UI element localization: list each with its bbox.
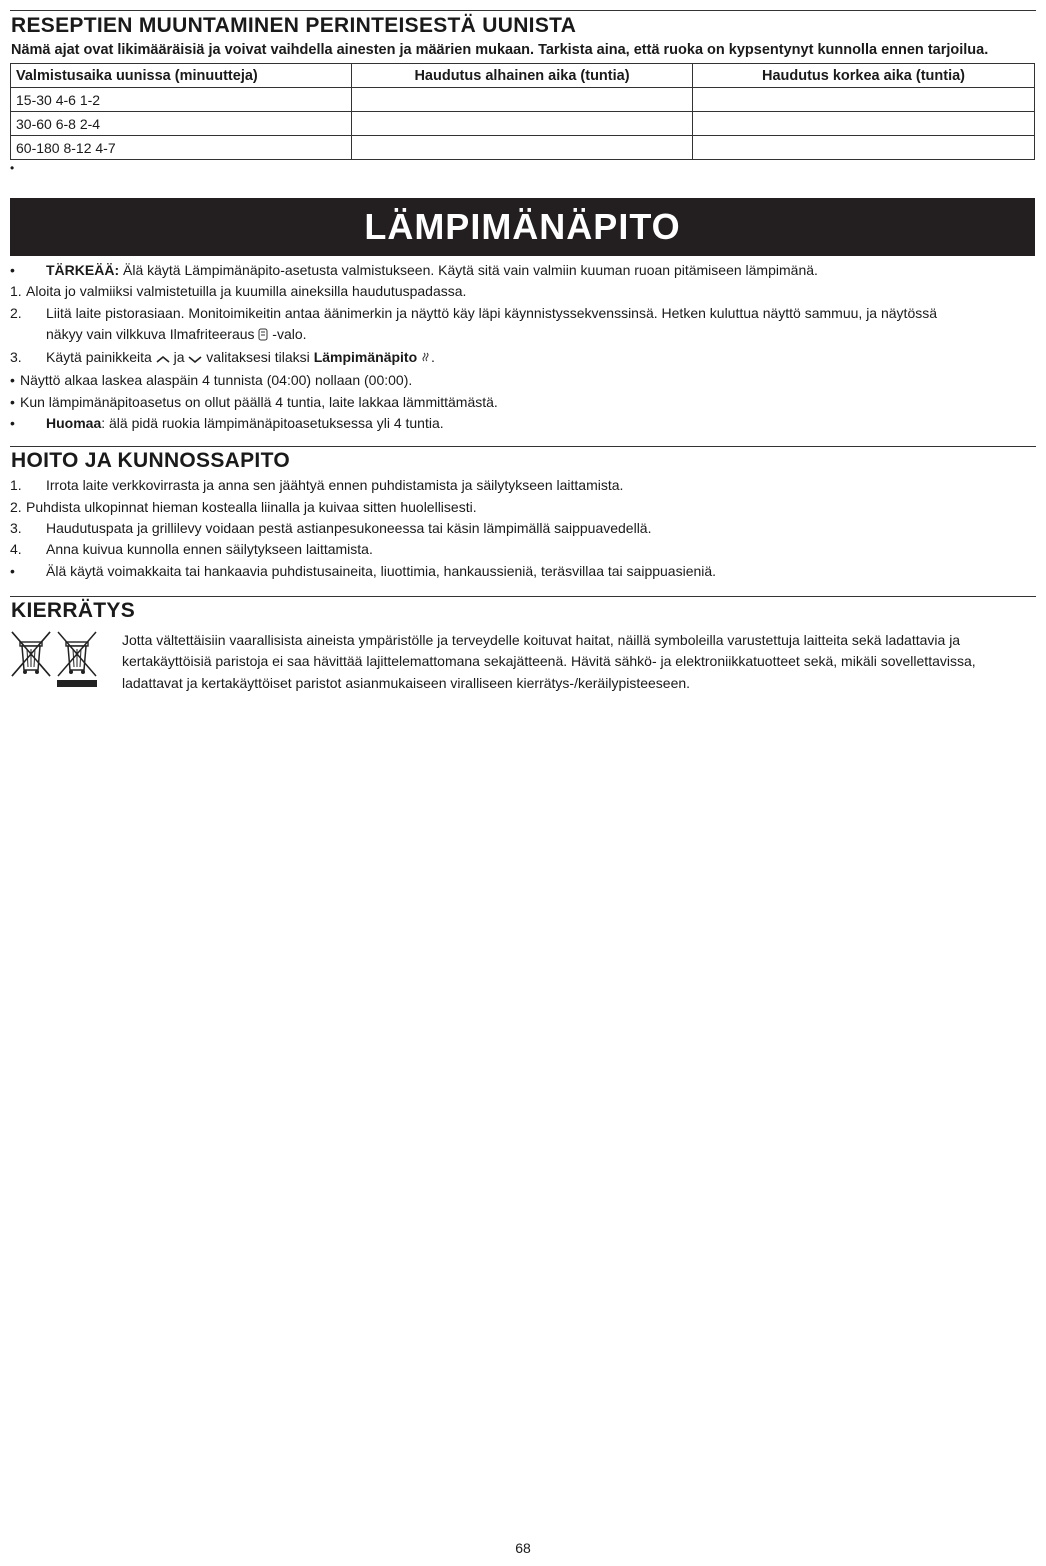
section-rule (10, 10, 1036, 11)
list-item-text: Näyttö alkaa laskea alaspäin 4 tunnista (04:00) nollaan (00:00). (20, 372, 413, 389)
care-title: HOITO JA KUNNOSSAPITO (11, 449, 290, 473)
section-rule (10, 446, 1036, 447)
list-item-text-cont: näkyy vain vilkkuva Ilmafriteeraus (46, 325, 259, 342)
number-marker: 3. (10, 519, 22, 536)
list-item-text: valitaksesi tilaksi (202, 349, 314, 366)
list-item-text: Haudutuspata ja grillilevy voidaan pestä astianpesukoneessa tai käsin lämpimällä saippuavedellä. (46, 519, 652, 536)
table-header-cell: Haudutus alhainen aika (tuntia) (352, 64, 693, 88)
recycling-icons (10, 630, 122, 695)
keep-warm-icon (421, 349, 431, 370)
number-marker: 2. (10, 498, 22, 515)
number-marker: 1. (10, 283, 22, 300)
page-number: 68 (515, 1540, 531, 1556)
bullet-marker: • (10, 262, 15, 278)
table-cell (352, 88, 693, 112)
keepwarm-list (10, 260, 1036, 434)
important-label: TÄRKEÄÄ: (46, 262, 120, 278)
chevron-up-icon (156, 349, 170, 370)
number-marker: 1. (10, 477, 22, 494)
list-item-text: ja (169, 349, 189, 366)
list-item-text: Liitä laite pistorasiaan. Monitoimikeitin antaa äänimerkin ja näyttö käy läpi käynnistyssekvenssinsä. Hetken kuluttua näyttö sammuu, ja näytössä (46, 304, 938, 321)
list-item (10, 561, 1036, 582)
list-item (10, 413, 1036, 434)
list-item (10, 392, 1036, 413)
bullet-marker: • (10, 372, 15, 389)
list-item-text: : älä pidä ruokia lämpimänäpitoasetuksessa yli 4 tuntia. (101, 415, 444, 432)
table-cell (693, 88, 1035, 112)
table-row (11, 88, 1035, 112)
fan-icon (258, 326, 268, 347)
list-item (10, 347, 1036, 370)
crossed-bin-icon (10, 630, 52, 695)
list-item (10, 260, 1036, 281)
table-header-row (11, 64, 1035, 88)
note-label: Huomaa (46, 415, 102, 432)
table-cell: 15-30 4-6 1-2 (11, 88, 352, 112)
bullet-marker: • (10, 393, 15, 410)
care-list (10, 475, 1036, 581)
table-header-cell: Haudutus korkea aika (tuntia) (693, 64, 1035, 88)
list-item-text: . (431, 349, 435, 366)
recycling-text: Jotta vältettäisiin vaarallisista aineista ympäristölle ja terveydelle koituvat haitat, näillä symboleilla varustettuja laitteita sekä ladattavia ja kertakäyttöisiä paristoja ei saa hävittää lajittelemattomana sekajätteenä. Hävitä sähkö- ja elektroniikkatuotteet sekä, mikäli sovellettavissa, ladattavat ja kertakäyttöiset paristot asianmukaiseen viralliseen kierrätys-/keräilypisteeseen. (122, 631, 976, 691)
table-cell (693, 136, 1035, 160)
list-item (10, 370, 1036, 391)
list-item (10, 539, 1036, 560)
chevron-down-icon (188, 349, 202, 370)
list-item-text: Älä käytä voimakkaita tai hankaavia puhdistusaineita, liuottimia, hankaussieniä, teräsvillaa tai saippuasieniä. (46, 562, 717, 579)
mode-label: Lämpimänäpito (313, 349, 418, 366)
bullet-marker: • (10, 415, 15, 432)
number-marker: 4. (10, 541, 22, 558)
list-item-text: Käytä painikkeita (46, 349, 156, 366)
recycling-title: KIERRÄTYS (11, 598, 136, 622)
conversion-table (10, 63, 1035, 160)
table-cell (693, 112, 1035, 136)
list-item-text: Anna kuivua kunnolla ennen säilytykseen laittamista. (46, 541, 373, 558)
list-item-text: Älä käytä Lämpimänäpito-asetusta valmistukseen. Käytä sitä vain valmiin kuuman ruoan pitämiseen lämpimänä. (119, 262, 818, 278)
recipes-title: RESEPTIEN MUUNTAMINEN PERINTEISESTÄ UUNISTA (11, 14, 577, 37)
number-marker: 2. (10, 304, 22, 321)
section-rule (10, 596, 1036, 597)
recipes-subtitle: Nämä ajat ovat likimääräisiä ja voivat vaihdella ainesten ja määrien mukaan. Tarkista aina, että ruoka on kypsentynyt kunnolla ennen tarjoilua. (11, 42, 989, 58)
bullet-marker: • (10, 562, 15, 579)
list-item (10, 281, 1036, 302)
table-cell (352, 136, 693, 160)
trailing-bullet: • (10, 161, 15, 175)
list-item (10, 518, 1036, 539)
list-item-text-cont: -valo. (268, 325, 307, 342)
list-item (10, 303, 1036, 348)
list-item-text: Puhdista ulkopinnat hieman kostealla liinalla ja kuivaa sitten huolellisesti. (26, 498, 477, 515)
number-marker: 3. (10, 349, 22, 366)
table-cell: 60-180 8-12 4-7 (11, 136, 352, 160)
crossed-bin-bar-icon (56, 630, 98, 695)
table-row (11, 112, 1035, 136)
list-item-text: Kun lämpimänäpitoasetus on ollut päällä 4 tuntia, laite lakkaa lämmittämästä. (20, 393, 498, 410)
list-item (10, 475, 1036, 496)
keepwarm-banner: LÄMPIMÄNÄPITO (10, 198, 1035, 256)
list-item-text: Aloita jo valmiiksi valmistetuilla ja kuumilla aineksilla haudutuspadassa. (26, 283, 467, 300)
table-cell (352, 112, 693, 136)
list-item-text: Irrota laite verkkovirrasta ja anna sen jäähtyä ennen puhdistamista ja säilytykseen laittamista. (46, 477, 624, 494)
list-item (10, 497, 1036, 518)
table-header-cell: Valmistusaika uunissa (minuutteja) (11, 64, 352, 88)
table-cell: 30-60 6-8 2-4 (11, 112, 352, 136)
table-row (11, 136, 1035, 160)
manual-page (10, 0, 1036, 695)
recycling-block (10, 630, 1036, 695)
